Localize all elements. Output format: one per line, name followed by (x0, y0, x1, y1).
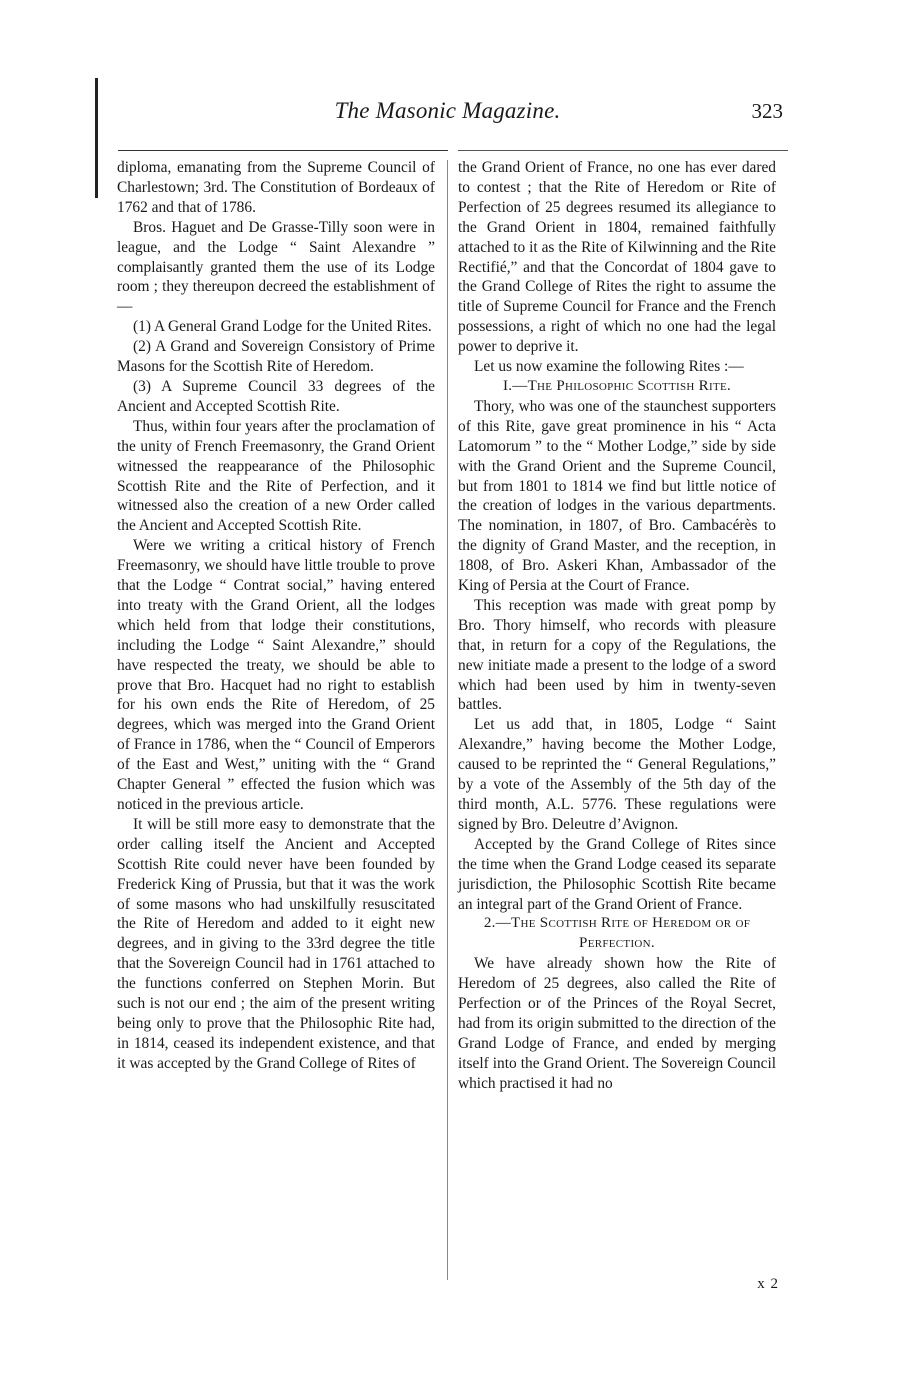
section-heading: 2.—The Scottish Rite of Heredom or of Perfection. (483, 915, 751, 952)
list-item: (1) A General Grand Lodge for the United Rites. (133, 318, 432, 336)
binding-edge-mark (95, 78, 98, 198)
running-head (110, 96, 785, 132)
paragraph: the Grand Orient of France, no one has ever dared to contest ; that the Rite of Heredom or Rite of Perfection of 25 degrees resumed its allegiance to the Grand Orient in 1804, remained faithfully attached to it as the Rite of Kilwinning and the Rite Rectifié,” and that the Concordat of 1804 gave to the Grand College of Rites the right to assume the title of Supreme Council for France and the French possessions, a right of which no one had the legal power to deprive it. (458, 159, 776, 356)
running-title: The Masonic Magazine. (334, 98, 561, 123)
paragraph: We have already shown how the Rite of Heredom of 25 degrees, also called the Rite of Perfection or of the Princes of the Royal Secret, had from its origin submitted to the direction of the Grand Lodge of France, and ended by merging itself into the Grand Orient. The Sovereign Council which practised it had no (458, 955, 776, 1092)
paragraph: Bros. Haguet and De Grasse-Tilly soon were in league, and the Lodge “ Saint Alexandre ” complaisantly granted them the use of its Lodge room ; they thereupon decreed the establishment of— (117, 218, 435, 316)
paragraph: Let us add that, in 1805, Lodge “ Saint Alexandre,” having become the Mother Lodge, caused to be reprinted the “ General Regulations,” by a vote of the Assembly of the 5th day of the third month, A.L. 5776. These regulations were signed by Bro. Deleutre d’Avignon. (458, 716, 776, 833)
list-item: (3) A Supreme Council 33 degrees of the Ancient and Accepted Scottish Rite. (117, 377, 435, 415)
paragraph: Thory, who was one of the staunchest supporters of this Rite, gave great prominence in his “ Acta Latomorum ” to the “ Mother Lodge,” side by side with the Grand Orient and the Supreme Council, but from 1801 to 1814 we find but little notice of the creation of lodges in the various departments. The nomination, in 1807, of Bro. Cambacérès to the dignity of Grand Master, and the reception, in 1808, of Bro. Askeri Khan, Ambassador of the King of Persia at the Court of France. (458, 397, 776, 595)
paragraph: This reception was made with great pomp by Bro. Thory himself, who records with pleasure that, in return for a copy of the Regulations, the new initiate made a present to the lodge of a sword which had been used by him in twenty-seven battles. (458, 596, 776, 714)
header-rule-left (118, 150, 448, 151)
paragraph: Let us now examine the following Rites :— (474, 358, 744, 376)
header-rule-right (458, 150, 788, 151)
paragraph: diploma, emanating from the Supreme Council of Charlestown; 3rd. The Constitution of Bordeaux of 1762 and that of 1786. (117, 159, 435, 216)
paragraph: Were we writing a critical history of French Freemasonry, we should have little trouble to prove that the Lodge “ Contrat social,” having entered into treaty with the Grand Orient, all the lodges which held from that lodge their constitutions, including the Lodge “ Saint Alexandre,” should have respected the treaty, we should be able to prove that Bro. Hacquet had no right to establish for his own ends the Rite of Heredom, of 25 degrees, which was merged into the Grand Orient of France in 1786, when the “ Council of Emperors of the East and West,” uniting with the “ Grand Chapter General ” effected the fusion which was noticed in the previous article. (117, 537, 435, 813)
paragraph: It will be still more easy to demonstrate that the order calling itself the Ancient and Accepted Scottish Rite could never have been founded by Frederick King of Prussia, but that it was the work of some masons who had unskilfully resuscitated the Rite of Heredom and added to it eight new degrees, and in giving to the 33rd degree the title that the Sovereign Council had in 1761 attached to the functions conferred on Stephen Morin. But such is not our end ; the aim of the present writing being only to prove that the Philosophic Rite had, in 1814, ceased its independent existence, and that it was accepted by the Grand College of Rites of (117, 815, 435, 1072)
column-divider (447, 160, 448, 1280)
signature-mark: x 2 (757, 1276, 779, 1292)
paragraph: Accepted by the Grand College of Rites since the time when the Grand Lodge ceased its separate jurisdiction, the Philosophic Scottish Rite became an integral part of the Grand Orient of France. (458, 835, 776, 913)
list-item: (2) A Grand and Sovereign Consistory of Prime Masons for the Scottish Rite of Heredom. (117, 338, 435, 376)
right-column (458, 158, 776, 1094)
left-column (117, 158, 435, 1074)
paragraph: Thus, within four years after the proclamation of the unity of French Freemasonry, the Grand Orient witnessed the reappearance of the Philosophic Scottish Rite and the Rite of Perfection, and it witnessed also the creation of a new Order called the Ancient and Accepted Scottish Rite. (117, 417, 435, 535)
section-heading: I.—The Philosophic Scottish Rite. (502, 377, 732, 394)
page-number: 323 (751, 99, 783, 123)
